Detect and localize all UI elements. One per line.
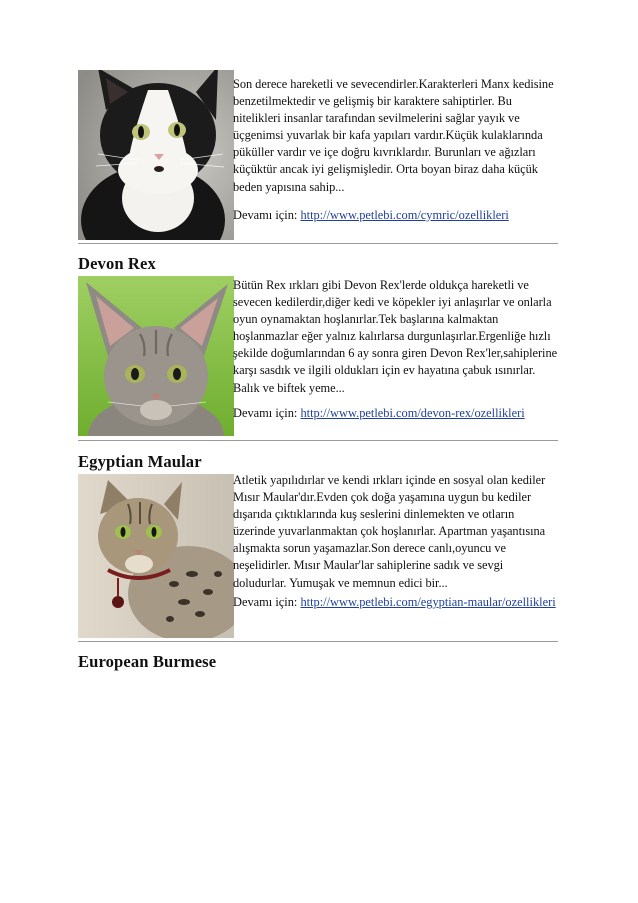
breed-description: Son derece hareketli ve sevecendirler.Karakterleri Manx kedisine benzetilmektedir ve gelişmiş bir karaktere sahiptirler. Bu nitelikleri insanlar tarafından sevilmelerini sağlar yayık ve üçgenimsi yuvarlak bir kafa yapıları vardır.Küçük kulaklarında püküller vardır ve içe doğru kıvrıklardır. Burunları ve ağızları küçüktür ancak iyi gelişmişledir. Orta boyan biraz daha küçük beden yapısına sahip...: [233, 77, 554, 194]
breed-title: Egyptian Maular: [78, 452, 202, 471]
breed-details-link[interactable]: http://www.petlebi.com/devon-rex/ozellikleri: [300, 406, 525, 420]
breed-title: Devon Rex: [78, 254, 156, 273]
section-divider: [78, 243, 558, 244]
breed-description: Atletik yapılıdırlar ve kendi ırkları içinde en sosyal olan kediler Mısır Maular'dır.Evden çok doğa yaşamına uygun bu kediler dışarıda çıktıklarında kuş seslerini dinlemekten ve otların üzerinde yuvarlanmaktan çok hoşlanırlar. Apartman yaşantısına alışmakta sorun yaşamazlar.Son derece canlı,oyuncu ve neşelidirler. Mısır Maular'lar sahiplerine sadık ve sevgi doludurlar. Yumuşak ve memnun edici bir...: [233, 473, 546, 590]
cymric-cat-photo: [78, 70, 234, 240]
cat-entry-egyptian-maular: [78, 474, 560, 640]
read-more-label: Devamı için:: [233, 406, 298, 420]
breed-title: European Burmese: [78, 652, 217, 671]
cat-entry-cymric: [78, 70, 560, 240]
devon-rex-cat-photo: [78, 276, 234, 436]
read-more-line: [233, 594, 559, 611]
breed-details-link[interactable]: http://www.petlebi.com/egyptian-maular/ozellikleri: [300, 595, 556, 609]
section-divider: [78, 641, 558, 642]
breed-description: Bütün Rex ırkları gibi Devon Rex'lerde oldukça hareketli ve sevecen kedilerdir,diğer kedi ve köpekler iyi anlaşırlar ve onlarla oyun oynamaktan hoşlanırlar.Tek başlarına kalmaktan hoşlanmazlar eğer yalnız kalırlarsa durgunlaşırlar.Ergenliğe hızlı şekilde doğumlarından 6 ay sonra giren Devon Rex'ler,sahiplerine karşı sasdık ve ilgili oldukları için ev hayatına çabuk ısınırlar. Balık ve biftek yeme...: [233, 278, 558, 395]
read-more-label: Devamı için:: [233, 595, 298, 609]
egyptian-maular-cat-photo: [78, 474, 234, 638]
read-more-line: [233, 405, 559, 422]
read-more-line: [233, 207, 559, 224]
section-divider: [78, 440, 558, 441]
breed-details-link[interactable]: http://www.petlebi.com/cymric/ozellikleri: [300, 208, 509, 222]
read-more-label: Devamı için:: [233, 208, 298, 222]
cat-entry-devon-rex: [78, 276, 560, 436]
